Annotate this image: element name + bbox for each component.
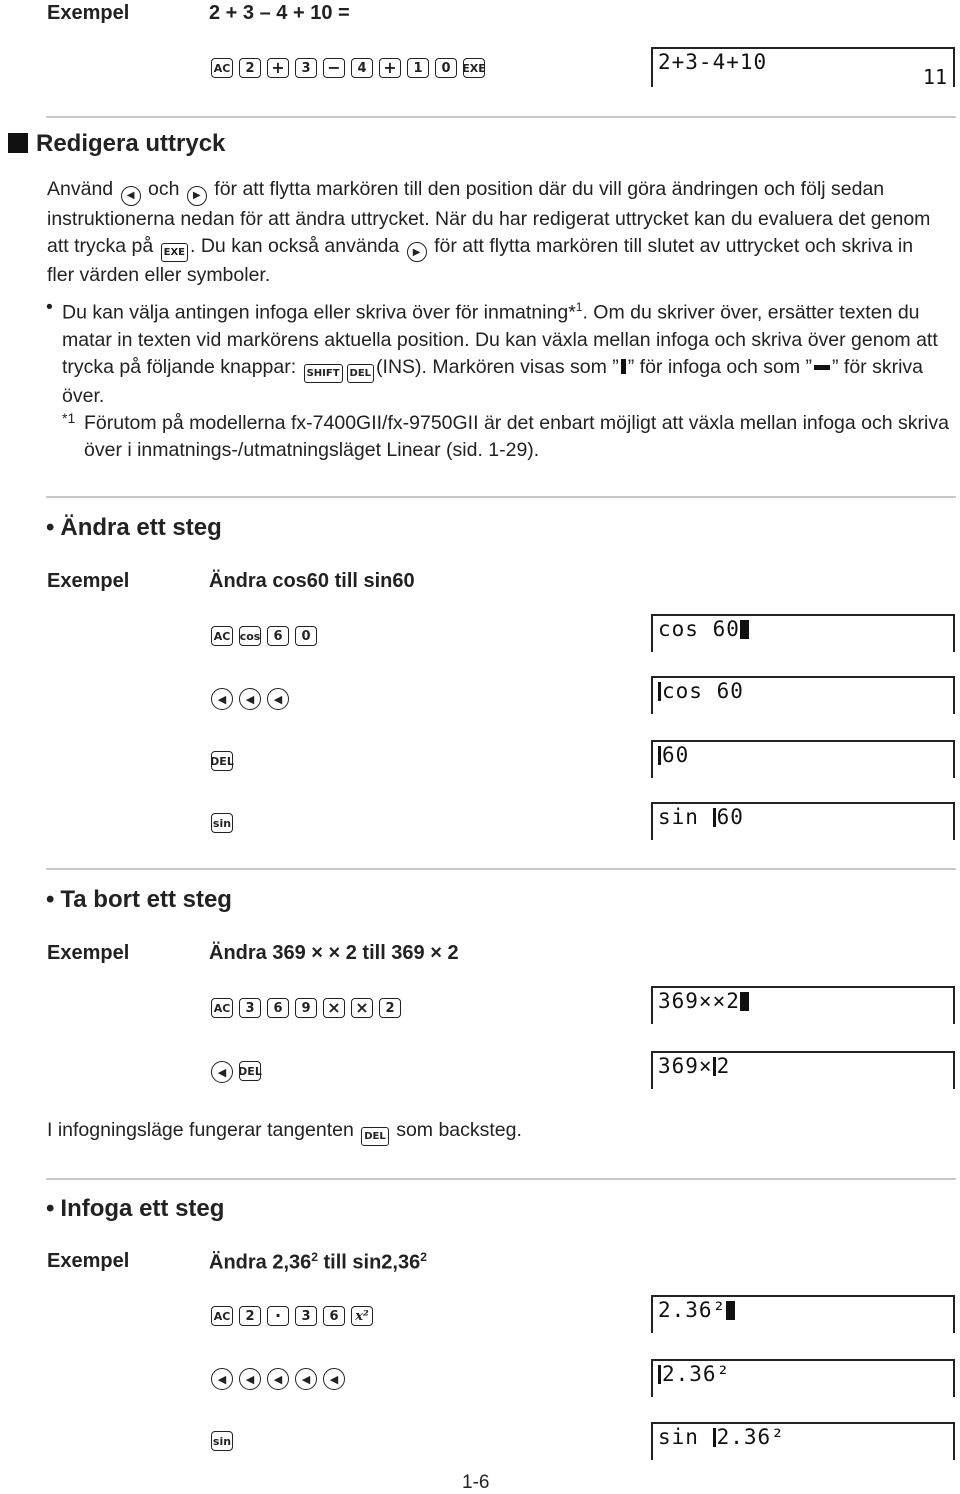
del-key-icon: DEL (361, 1127, 389, 1146)
bullet-item: • Du kan välja antingen infoga eller skriva över för inmatning*$^1$. Om du skriver över, ersätter texten du matar in texten vid markörens aktuella position. Du kan växla mellan infoga och skriva över genom att trycka på följande knappar: SHIFT DEL (INS). Markören visas som ” ” för infoga och som ” ” för skriva över. (62, 294, 942, 410)
calculator-display (651, 802, 955, 840)
digit-key: 2 (239, 1306, 261, 1326)
cursor-icon (713, 1428, 716, 1447)
display-input-line: 2.36² (658, 1298, 735, 1322)
display-input-line: 369××2 (658, 989, 749, 1013)
backspace-note: I infogningsläge fungerar tangenten DEL som backsteg. (47, 1117, 937, 1146)
del-key-icon: DEL (347, 364, 375, 383)
multiply-key: × (351, 998, 373, 1018)
example-description: Ändra cos60 till sin60 (209, 570, 415, 592)
right-arrow-key-icon: ▶ (407, 242, 427, 262)
right-arrow-key-icon: ▶ (187, 186, 207, 206)
calculator-display (651, 1359, 955, 1397)
example-label: Exempel (47, 942, 130, 964)
ac-key: AC (211, 626, 233, 646)
left-arrow-key: ◀ (295, 1368, 317, 1390)
square-key: x² (351, 1306, 373, 1326)
calculator-display (651, 614, 955, 652)
key-sequence (211, 626, 317, 646)
digit-key: 0 (435, 58, 457, 78)
left-arrow-key: ◀ (239, 1368, 261, 1390)
example-expression: 2 + 3 – 4 + 10 = (209, 2, 350, 24)
key-sequence (211, 813, 233, 833)
digit-key: 4 (351, 58, 373, 78)
calculator-display (651, 986, 955, 1024)
digit-key: 2 (239, 58, 261, 78)
divider (46, 116, 956, 118)
left-arrow-key-icon: ◀ (121, 186, 141, 206)
digit-key: 1 (407, 58, 429, 78)
cursor-icon (740, 620, 749, 639)
left-arrow-key: ◀ (211, 688, 233, 710)
example-description: Ändra 369 × × 2 till 369 × 2 (209, 942, 459, 964)
digit-key: 3 (295, 1306, 317, 1326)
del-key: DEL (211, 751, 233, 771)
calculator-display (651, 1295, 955, 1333)
display-input-line: 2+3-4+10 (658, 50, 768, 74)
key-sequence (211, 1306, 373, 1326)
key-sequence (211, 58, 485, 78)
subsection-title: • Ändra ett steg (46, 514, 222, 541)
ac-key: AC (211, 1306, 233, 1326)
digit-key: 3 (295, 58, 317, 78)
digit-key: 2 (379, 998, 401, 1018)
display-input-line: 2.36² (658, 1362, 730, 1386)
footnote-marker: *1 (62, 410, 76, 426)
plus-key: + (379, 58, 401, 78)
cursor-icon (740, 992, 749, 1011)
insert-cursor-icon (621, 359, 626, 374)
example-description: Ändra 2,36$^2$ till sin2,36$^2$ (209, 1250, 427, 1274)
digit-key: 9 (295, 998, 317, 1018)
digit-key: 0 (295, 626, 317, 646)
display-input-line: cos 60 (658, 617, 749, 641)
display-input-line: 60 (658, 743, 689, 767)
left-arrow-key: ◀ (211, 1368, 233, 1390)
calculator-display (651, 676, 955, 714)
key-sequence (211, 1431, 233, 1451)
cursor-icon (658, 682, 661, 701)
cursor-icon (658, 746, 661, 765)
subsection-title: • Infoga ett steg (46, 1195, 225, 1222)
display-input-line: 369× 2 (658, 1054, 731, 1078)
calculator-display (651, 1051, 955, 1089)
display-input-line: cos 60 (658, 679, 744, 703)
shift-key-icon: SHIFT (304, 364, 343, 383)
left-arrow-key: ◀ (211, 1061, 233, 1083)
divider (46, 868, 956, 870)
overwrite-cursor-icon (814, 365, 830, 370)
cos-key: cos (239, 626, 261, 646)
calculator-display (651, 47, 955, 87)
decimal-point-key: · (267, 1306, 289, 1326)
cursor-icon (726, 1301, 735, 1320)
left-arrow-key: ◀ (239, 688, 261, 710)
key-sequence (211, 1061, 261, 1083)
section-paragraph: Använd ◀ och ▶ för att flytta markören till den position där du vill göra ändringen och följ sedan instruktionerna nedan för att ändra uttrycket. När du har redigerat uttrycket kan du evaluera det genom att trycka på EXE . Du kan också använda ▶ för att flytta markören till slutet av uttrycket och skriva in fler värden eller symboler. (47, 178, 931, 286)
key-sequence (211, 751, 233, 771)
page-number: 1-6 (462, 1472, 490, 1493)
display-input-line: sin 2.36² (658, 1425, 785, 1449)
key-sequence (211, 998, 401, 1018)
section-title: Redigera uttryck (8, 130, 225, 158)
square-bullet-icon (8, 133, 28, 153)
del-key: DEL (239, 1061, 261, 1081)
example-label: Exempel (47, 2, 130, 24)
digit-key: 3 (239, 998, 261, 1018)
calculator-display (651, 740, 955, 778)
digit-key: 6 (267, 626, 289, 646)
footnote: Förutom på modellerna fx-7400GII/fx-9750GII är det enbart möjligt att växla mellan infoga och skriva över i inmatnings-/utmatningsläget Linear (sid. 1-29). (84, 412, 949, 461)
calculator-display (651, 1422, 955, 1460)
key-sequence (211, 688, 289, 710)
subsection-title: • Ta bort ett steg (46, 886, 232, 913)
cursor-icon (713, 1057, 716, 1076)
exe-key-icon: EXE (161, 243, 188, 262)
cursor-icon (713, 808, 716, 827)
digit-key: 6 (267, 998, 289, 1018)
example-label: Exempel (47, 1250, 130, 1272)
display-input-line: sin 60 (658, 805, 744, 829)
multiply-key: × (323, 998, 345, 1018)
ac-key: AC (211, 998, 233, 1018)
example-label: Exempel (47, 570, 130, 592)
plus-key: + (267, 58, 289, 78)
divider (46, 496, 956, 498)
key-sequence (211, 1368, 345, 1390)
sin-key: sin (211, 1431, 233, 1451)
minus-key: − (323, 58, 345, 78)
left-arrow-key: ◀ (267, 1368, 289, 1390)
ac-key: AC (211, 58, 233, 78)
sin-key: sin (211, 813, 233, 833)
left-arrow-key: ◀ (323, 1368, 345, 1390)
display-result: 11 (922, 65, 947, 89)
left-arrow-key: ◀ (267, 688, 289, 710)
digit-key: 6 (323, 1306, 345, 1326)
cursor-icon (658, 1365, 661, 1384)
divider (46, 1178, 956, 1180)
exe-key: EXE (463, 58, 485, 78)
